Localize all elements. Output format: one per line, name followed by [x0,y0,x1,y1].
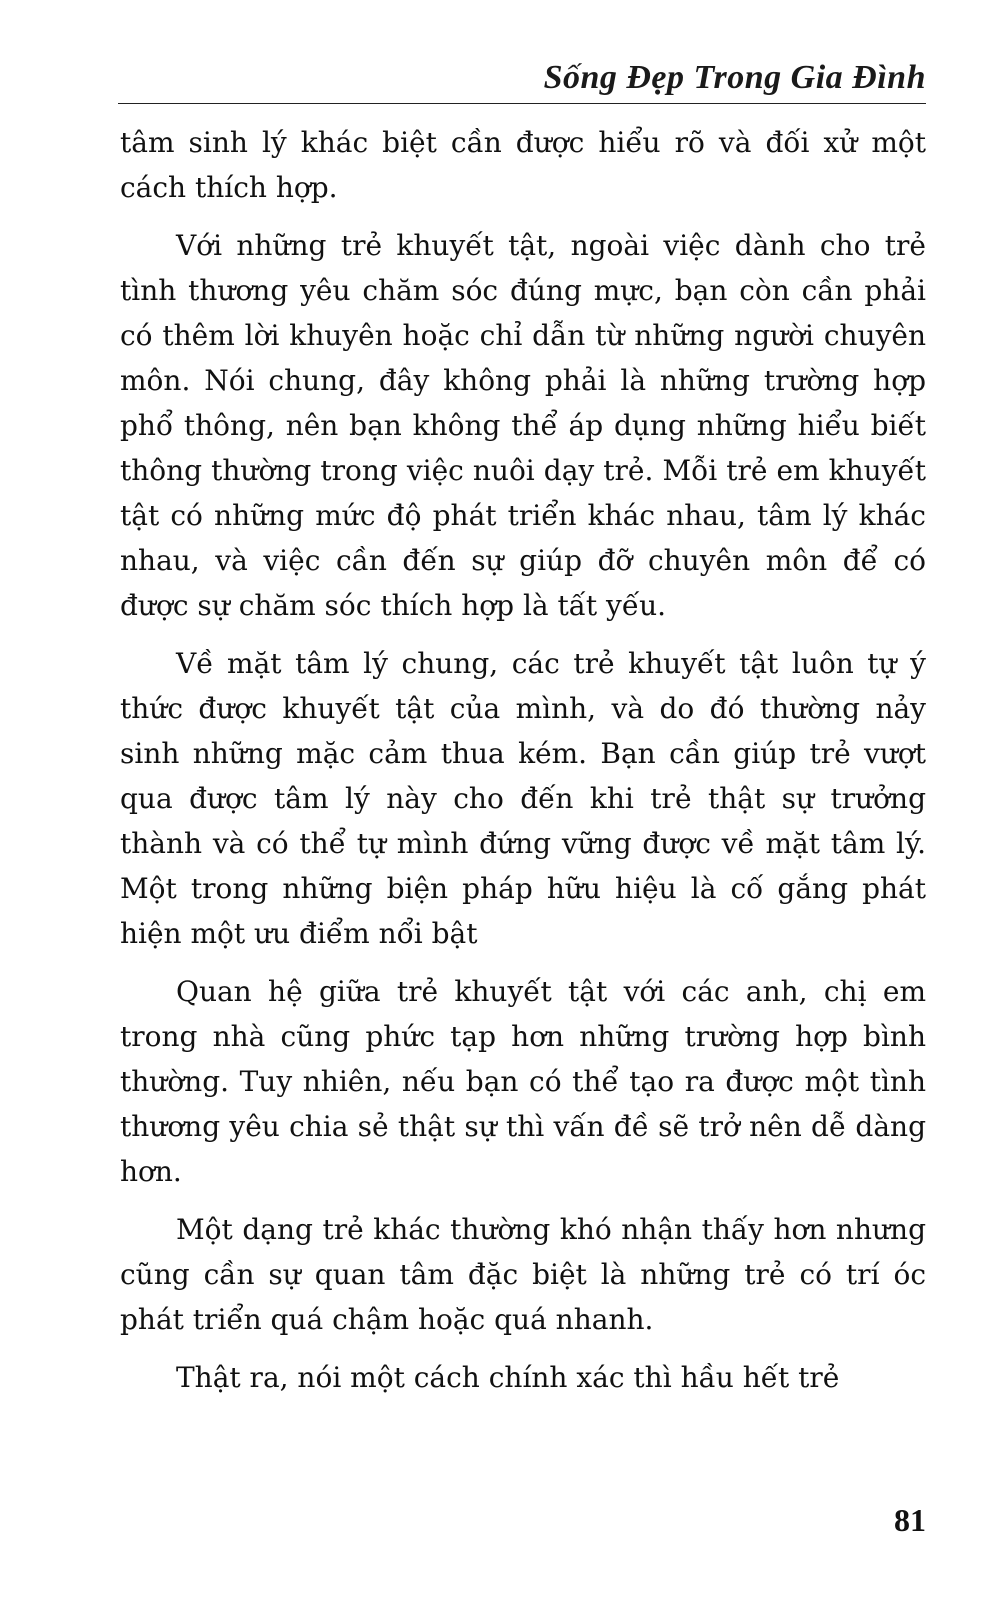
page-body [120,120,926,1413]
running-header [118,58,926,104]
paragraph: Với những trẻ khuyết tật, ngoài việc dành cho trẻ tình thương yêu chăm sóc đúng mực, bạn còn cần phải có thêm lời khuyên hoặc chỉ dẫn từ những người chuyên môn. Nói chung, đây không phải là những trường hợp phổ thông, nên bạn không thể áp dụng những hiểu biết thông thường trong việc nuôi dạy trẻ. Mỗi trẻ em khuyết tật có những mức độ phát triển khác nhau, tâm lý khác nhau, và việc cần đến sự giúp đỡ chuyên môn để có được sự chăm sóc thích hợp là tất yếu. [120,229,926,622]
paragraph-continuation: tâm sinh lý khác biệt cần được hiểu rõ và đối xử một cách thích hợp. [120,126,926,204]
paragraph: Một dạng trẻ khác thường khó nhận thấy hơn nhưng cũng cần sự quan tâm đặc biệt là những trẻ có trí óc phát triển quá chậm hoặc quá nhanh. [120,1213,926,1336]
paragraph: Về mặt tâm lý chung, các trẻ khuyết tật luôn tự ý thức được khuyết tật của mình, và do đó thường nảy sinh những mặc cảm thua kém. Bạn cần giúp trẻ vượt qua được tâm lý này cho đến khi trẻ thật sự trưởng thành và có thể tự mình đứng vững được về mặt tâm lý. Một trong những biện pháp hữu hiệu là cố gắng phát hiện một ưu điểm nổi bật [120,647,926,950]
page-number: 81 [894,1502,926,1538]
running-title: Sống Đẹp Trong Gia Đình [543,59,926,96]
paragraph-last: Thật ra, nói một cách chính xác thì hầu hết trẻ [176,1361,840,1394]
paragraph: Quan hệ giữa trẻ khuyết tật với các anh, chị em trong nhà cũng phức tạp hơn những trường hợp bình thường. Tuy nhiên, nếu bạn có thể tạo ra được một tình thương yêu chia sẻ thật sự thì vấn đề sẽ trở nên dễ dàng hơn. [120,975,926,1188]
